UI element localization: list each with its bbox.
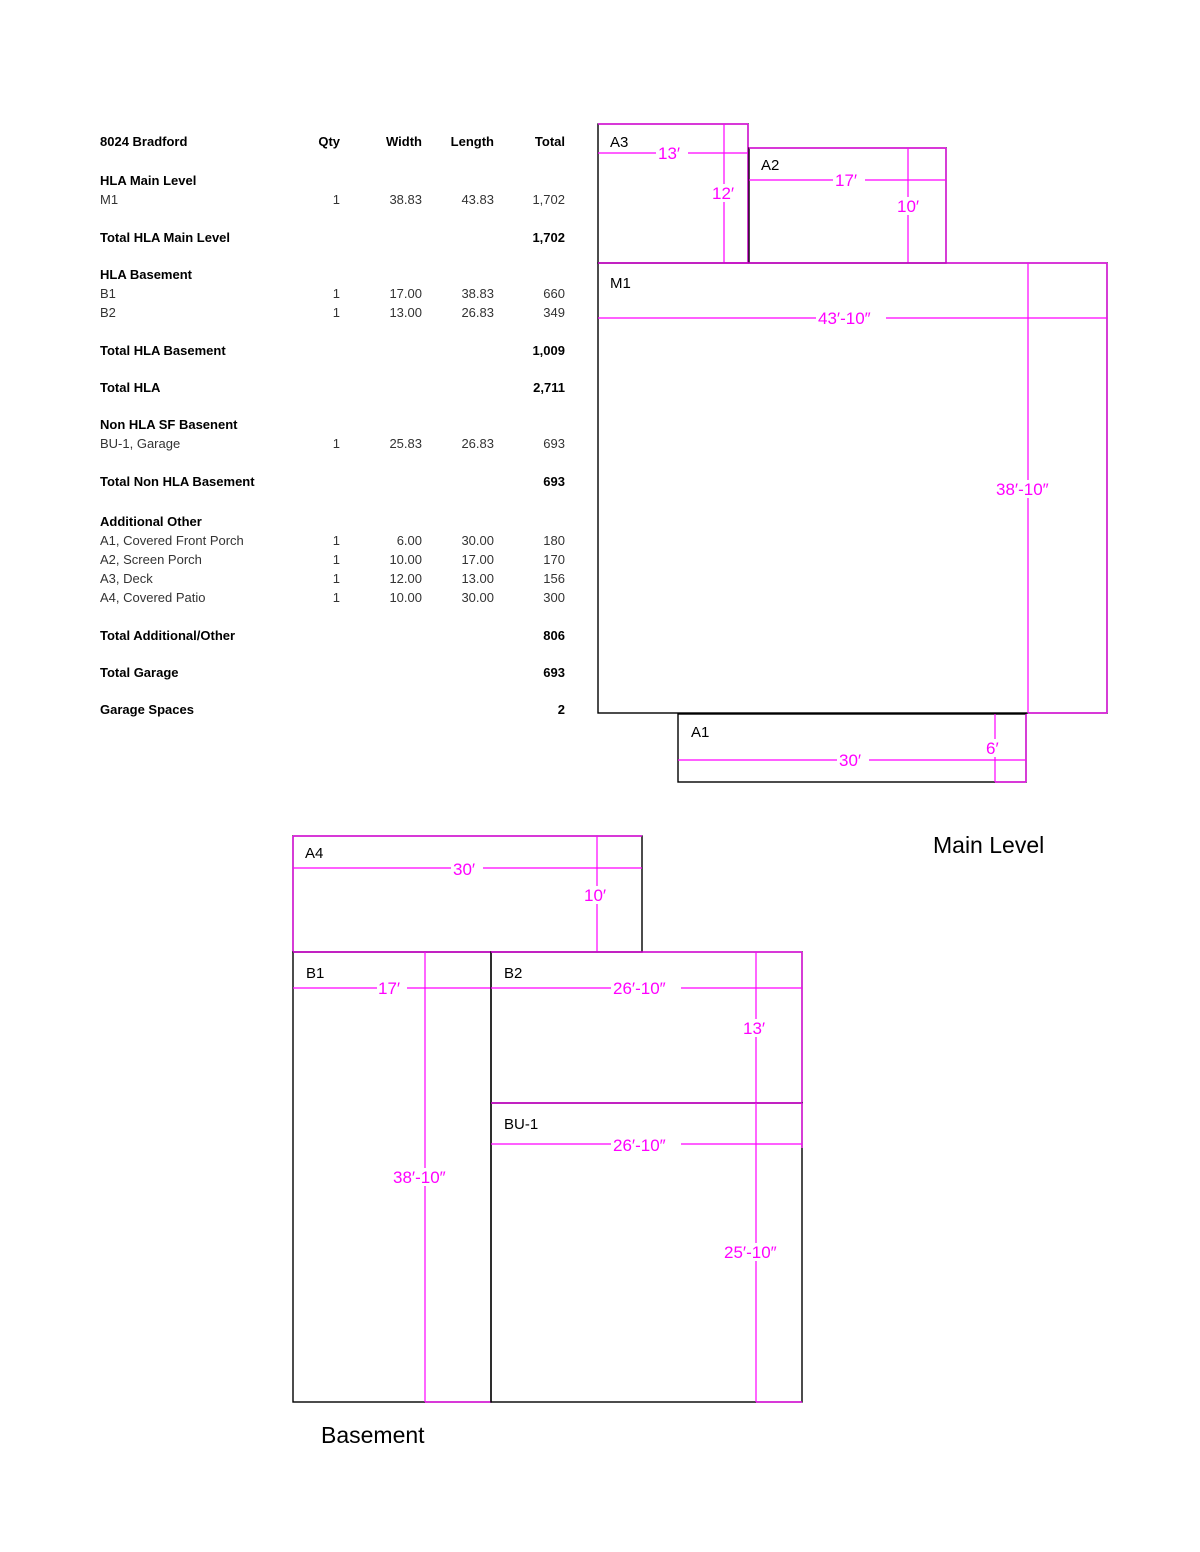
header-length: Length bbox=[450, 134, 494, 149]
room-label-a3: A3 bbox=[610, 134, 629, 151]
basement-title: Basement bbox=[321, 1422, 425, 1448]
section-heading: HLA Main Level bbox=[100, 173, 197, 188]
room-label-b1: B1 bbox=[306, 965, 325, 982]
header-total: Total bbox=[534, 134, 565, 149]
room-label-a1: A1 bbox=[691, 724, 710, 741]
dim-b2-depth: 13′ bbox=[743, 1019, 766, 1038]
dim-b1-depth: 38′-10″ bbox=[393, 1168, 446, 1187]
basement-plan bbox=[293, 836, 802, 1448]
table-row: M1 1 38.83 43.83 1,702 bbox=[100, 192, 565, 207]
section-total: Total HLA Basement 1,009 bbox=[100, 343, 565, 358]
section-total: Total HLA Main Level 1,702 bbox=[100, 230, 565, 245]
section-heading: Additional Other bbox=[100, 514, 202, 529]
dim-m1-width: 43′-10″ bbox=[818, 309, 871, 328]
table-row: B1 1 17.00 38.83 660 bbox=[100, 286, 565, 301]
dim-a4-depth: 10′ bbox=[584, 886, 607, 905]
header-qty: Qty bbox=[318, 134, 340, 149]
table-row: A1, Covered Front Porch 1 6.00 30.00 180 bbox=[100, 533, 565, 548]
room-label-a4: A4 bbox=[305, 845, 324, 862]
dim-bu1-depth: 25′-10″ bbox=[724, 1243, 777, 1262]
room-label-a2: A2 bbox=[761, 157, 780, 174]
dim-bu1-width: 26′-10″ bbox=[613, 1136, 666, 1155]
table-row: A4, Covered Patio 1 10.00 30.00 300 bbox=[100, 590, 565, 605]
garage-total: Total Garage 693 bbox=[100, 665, 565, 680]
dim-a1-width: 30′ bbox=[839, 751, 862, 770]
grand-total: Total HLA 2,711 bbox=[100, 380, 565, 395]
dim-m1-depth: 38′-10″ bbox=[996, 480, 1049, 499]
dim-a2-width: 17′ bbox=[835, 171, 858, 190]
table-row: BU-1, Garage 1 25.83 26.83 693 bbox=[100, 436, 565, 451]
dim-a3-width: 13′ bbox=[658, 144, 681, 163]
table-row: A3, Deck 1 12.00 13.00 156 bbox=[100, 571, 565, 586]
main-level-plan bbox=[598, 124, 1107, 858]
main-level-title: Main Level bbox=[933, 832, 1045, 858]
room-label-bu1: BU-1 bbox=[504, 1116, 539, 1133]
section-heading: Non HLA SF Basenent bbox=[100, 417, 238, 432]
dim-a2-depth: 10′ bbox=[897, 197, 920, 216]
dim-a1-depth: 6′ bbox=[986, 739, 999, 758]
dim-b2-width: 26′-10″ bbox=[613, 979, 666, 998]
room-a1 bbox=[678, 714, 1026, 782]
dim-a4-width: 30′ bbox=[453, 860, 476, 879]
section-total: Total Non HLA Basement 693 bbox=[100, 474, 565, 489]
header-width: Width bbox=[386, 134, 422, 149]
garage-spaces: Garage Spaces 2 bbox=[100, 702, 565, 717]
section-total: Total Additional/Other 806 bbox=[100, 628, 565, 643]
section-heading: HLA Basement bbox=[100, 267, 192, 282]
room-label-m1: M1 bbox=[610, 275, 631, 292]
table-title: 8024 Bradford bbox=[100, 134, 188, 149]
dim-b1-width: 17′ bbox=[378, 979, 401, 998]
room-label-b2: B2 bbox=[504, 965, 523, 982]
table-row: B2 1 13.00 26.83 349 bbox=[100, 305, 565, 320]
dim-a3-depth: 12′ bbox=[712, 184, 735, 203]
table-row: A2, Screen Porch 1 10.00 17.00 170 bbox=[100, 552, 565, 567]
